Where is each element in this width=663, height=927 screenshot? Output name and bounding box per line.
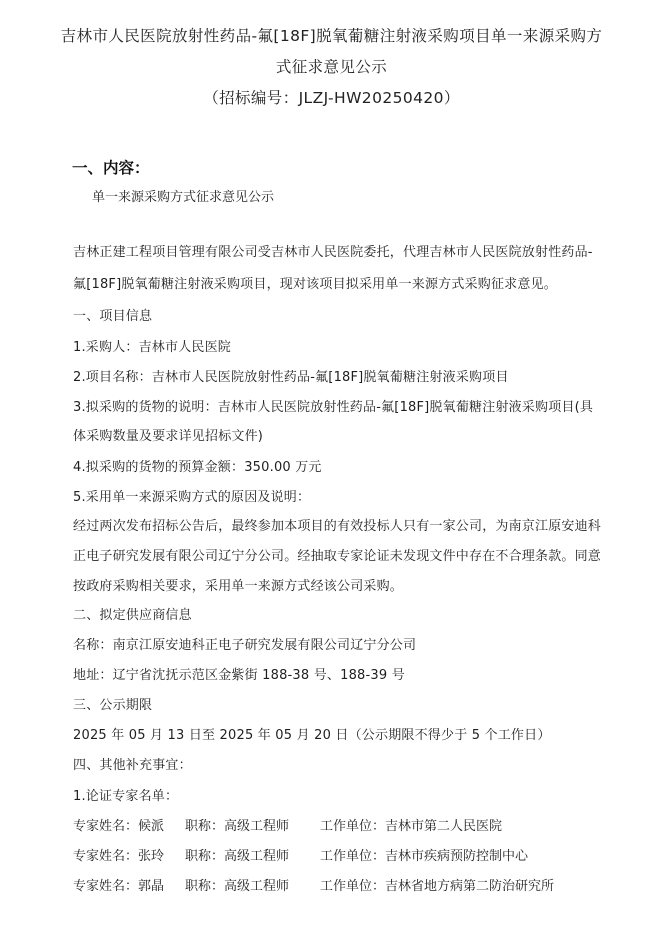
tender-number: （招标编号：JLZJ-HW20250420） xyxy=(203,89,460,107)
other-heading: 四、其他补充事宜： xyxy=(73,758,192,773)
content-heading: 一、内容： xyxy=(72,159,150,177)
project-info-heading: 一、项目信息 xyxy=(73,309,153,324)
goods-desc-line-1: 3.拟采购的货物的说明：吉林市人民医院放射性药品-氟[18F]脱氧葡糖注射液采购项目(具 xyxy=(73,400,594,415)
supplier-heading: 二、拟定供应商信息 xyxy=(73,608,192,623)
supplier-address-line: 地址：辽宁省沈抚示范区金紫街 188-38 号、188-39 号 xyxy=(73,668,405,683)
expert-title: 职称：高级工程师 xyxy=(185,879,290,894)
intro-line-1: 吉林正建工程项目管理有限公司受吉林市人民医院委托，代理吉林市人民医院放射性药品- xyxy=(73,245,593,260)
reason-line-2: 正电子研究发展有限公司辽宁分公司。经抽取专家论证未发现文件中存在不合理条款。同意 xyxy=(73,549,602,564)
reason-heading: 5.采用单一来源采购方式的原因及说明： xyxy=(73,490,311,505)
content-subheading: 单一来源采购方式征求意见公示 xyxy=(92,190,275,205)
announcement-title-line-2: 式征求意见公示 xyxy=(275,58,388,76)
project-name-line: 2.项目名称：吉林市人民医院放射性药品-氟[18F]脱氧葡糖注射液采购项目 xyxy=(73,370,509,385)
period-text: 2025 年 05 月 13 日至 2025 年 05 月 20 日（公示期限不得少于 5 个工作日） xyxy=(73,728,551,743)
expert-title: 职称：高级工程师 xyxy=(185,819,290,834)
reason-line-3: 按政府采购相关要求，采用单一来源方式经该公司采购。 xyxy=(73,579,404,594)
expert-unit: 工作单位：吉林市第二人民医院 xyxy=(320,819,503,834)
supplier-name-line: 名称：南京江原安迪科正电子研究发展有限公司辽宁分公司 xyxy=(73,638,417,653)
budget-line: 4.拟采购的货物的预算金额：350.00 万元 xyxy=(73,460,322,475)
expert-title: 职称：高级工程师 xyxy=(185,849,290,864)
announcement-title-line-1: 吉林市人民医院放射性药品-氟[18F]脱氧葡糖注射液采购项目单一来源采购方 xyxy=(60,27,603,45)
goods-desc-line-2: 体采购数量及要求详见招标文件) xyxy=(73,429,264,444)
expert-unit: 工作单位：吉林市疾病预防控制中心 xyxy=(320,849,529,864)
purchaser-line: 1.采购人：吉林市人民医院 xyxy=(73,340,232,355)
expert-unit: 工作单位：吉林省地方病第二防治研究所 xyxy=(320,879,555,894)
intro-line-2: 氟[18F]脱氧葡糖注射液采购项目，现对该项目拟采用单一来源方式采购征求意见。 xyxy=(73,277,557,292)
expert-name: 专家姓名：郭晶 xyxy=(73,879,165,894)
period-heading: 三、公示期限 xyxy=(73,698,153,713)
experts-heading: 1.论证专家名单： xyxy=(73,789,179,804)
expert-name: 专家姓名：候派 xyxy=(73,819,165,834)
expert-name: 专家姓名：张玲 xyxy=(73,849,165,864)
reason-line-1: 经过两次发布招标公告后，最终参加本项目的有效投标人只有一家公司，为南京江原安迪科 xyxy=(73,519,602,534)
